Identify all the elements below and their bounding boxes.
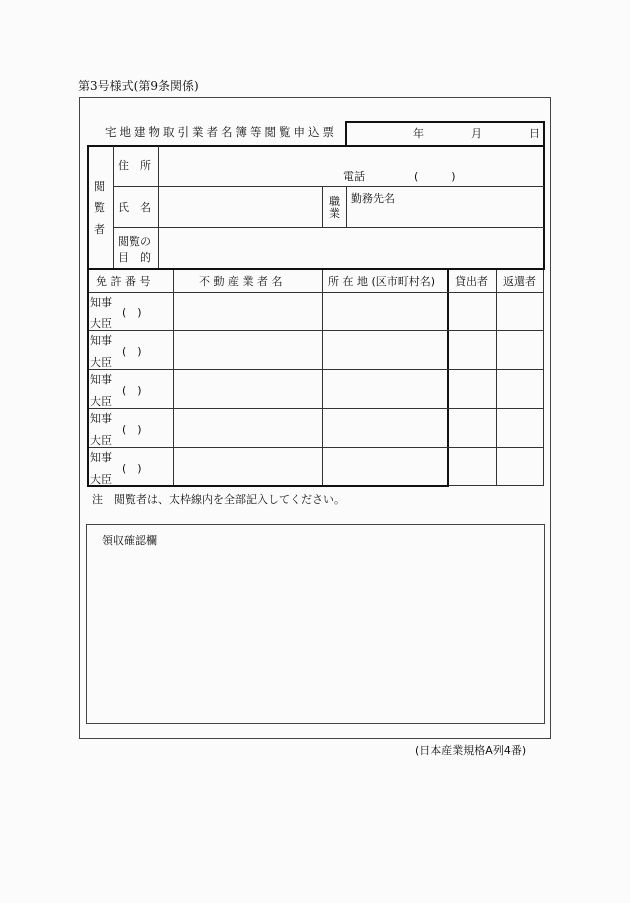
workplace-label: 勤務先名 — [351, 192, 395, 205]
label-col-divider — [158, 146, 159, 268]
name-field[interactable] — [160, 188, 321, 226]
address-label: 住 所 — [118, 159, 151, 172]
row-divider-2 — [113, 227, 544, 228]
row-5-minister: 大臣 — [90, 473, 112, 486]
header-divider — [89, 292, 544, 293]
occupation-left — [322, 187, 323, 227]
date-day[interactable]: 日 — [529, 127, 540, 140]
purpose-label-2: 目 的 — [118, 251, 151, 264]
viewer-right-border — [543, 121, 545, 269]
row-4-governor: 知事 — [90, 412, 112, 425]
date-year[interactable]: 年 — [413, 127, 424, 140]
form-number: 第3号様式(第9条関係) — [78, 79, 199, 93]
row-5-paren[interactable]: ( ) — [122, 462, 142, 475]
table-bottom-border — [87, 485, 449, 487]
row-3-minister: 大臣 — [90, 395, 112, 408]
viewer-label-3: 者 — [94, 223, 105, 236]
row-2-minister: 大臣 — [90, 356, 112, 369]
table-bottom-right — [449, 485, 544, 486]
header-company: 不 動 産 業 者 名 — [199, 275, 283, 288]
row-4-paren[interactable]: ( ) — [122, 423, 142, 436]
date-box-top — [345, 121, 544, 123]
date-month[interactable]: 月 — [471, 127, 482, 140]
row-line-3 — [89, 408, 544, 409]
row-line-4 — [89, 447, 544, 448]
occupation-label-1: 職 — [329, 195, 340, 208]
row-2-paren[interactable]: ( ) — [122, 345, 142, 358]
occupation-label-2: 業 — [329, 207, 340, 220]
row-1-minister: 大臣 — [90, 317, 112, 330]
table-right-border — [543, 270, 544, 485]
name-label: 氏 名 — [118, 201, 151, 214]
form-title: 宅地建物取引業者名簿等閲覧申込票 — [105, 125, 337, 139]
row-2-governor: 知事 — [90, 334, 112, 347]
occupation-right — [346, 187, 347, 227]
receipt-box[interactable] — [86, 524, 545, 724]
row-divider-1 — [113, 186, 544, 187]
purpose-field[interactable] — [160, 229, 542, 267]
row-3-governor: 知事 — [90, 373, 112, 386]
purpose-label-1: 閲覧の — [118, 235, 151, 248]
viewer-col-divider — [113, 146, 114, 268]
row-5-governor: 知事 — [90, 451, 112, 464]
table-thick-divider — [447, 268, 449, 486]
viewer-label-2: 覧 — [94, 201, 105, 214]
header-returner: 返還者 — [503, 275, 536, 288]
row-line-2 — [89, 369, 544, 370]
table-left-border — [87, 268, 89, 486]
col-divider-2 — [322, 270, 323, 485]
row-3-paren[interactable]: ( ) — [122, 384, 142, 397]
receipt-label: 領収確認欄 — [102, 534, 157, 547]
viewer-left-border — [87, 145, 89, 269]
header-location: 所 在 地 (区市町村名) — [328, 275, 436, 288]
paper-size-note: (日本産業規格A列4番) — [415, 744, 527, 757]
header-license: 免 許 番 号 — [96, 275, 151, 288]
header-lender: 貸出者 — [455, 275, 488, 288]
row-4-minister: 大臣 — [90, 434, 112, 447]
row-line-1 — [89, 330, 544, 331]
viewer-label-1: 閲 — [94, 180, 105, 193]
row-1-paren[interactable]: ( ) — [122, 306, 142, 319]
phone-label: 電話 — [343, 170, 365, 183]
row-1-governor: 知事 — [90, 296, 112, 309]
phone-field[interactable]: ( ) — [414, 170, 456, 183]
date-box-left — [345, 121, 347, 145]
col-divider-4 — [496, 270, 497, 485]
note-text: 注 閲覧者は、太枠線内を全部記入してください。 — [92, 493, 345, 506]
col-divider-1 — [173, 270, 174, 485]
table-top-border — [87, 268, 545, 270]
